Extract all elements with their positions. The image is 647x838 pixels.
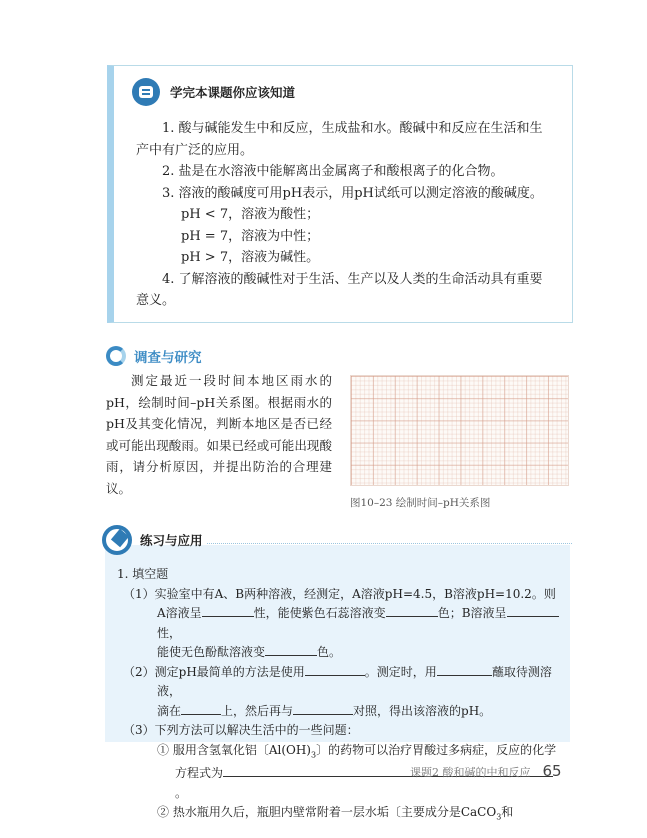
blank-method[interactable] [305,663,365,676]
hand-book-icon [132,78,160,106]
question-1-2: （2）测定pH最简单的方法是使用 。测定时，用 蘸取待测溶液， [123,664,552,698]
question-1-1-cont: 能使无色酚酞溶液变 色。 [157,645,342,659]
summary-item-2: 2. 盐是在水溶液中能解离出金属离子和酸根离子的化合物。 [162,164,504,179]
graph-paper-figure [350,375,569,486]
summary-body [136,118,552,312]
blank-b-nature[interactable] [507,604,559,617]
summary-item-3: 3. 溶液的酸碱度可用pH表示，用pH试纸可以测定溶液的酸碱度。 [162,185,543,201]
figure-caption: 图10–23 绘制时间–pH关系图 [350,497,491,509]
blank-tool[interactable] [437,663,492,676]
summary-item-4: 4. 了解溶液的酸碱性对于生活、生产以及人类的生命活动具有重要意义。 [136,271,543,308]
question-1-3-item-2: ② 热水瓶用久后，瓶胆内壁常附着一层水垢〔主要成分是CaCO$_3$和 [157,805,514,822]
exercise-body [117,565,562,827]
blank-surface[interactable] [181,702,221,715]
question-1-1: （1）实验室中有A、B两种溶液，经测定，A溶液pH=4.5，B溶液pH=10.2。则A溶液呈 性，能使紫色石蕊溶液变 色；B溶液呈性， [117,585,562,644]
blank-reference[interactable] [293,702,353,715]
ph-rule-neutral: pH = 7，溶液为中性； [181,228,320,244]
summary-item-1: 1. 酸与碱能发生中和反应，生成盐和水。酸碱中和反应在生活和生产中有广泛的应用。 [136,121,543,158]
exercise-header [102,525,572,555]
research-body [106,370,332,499]
blank-phenolphthalein-color[interactable] [265,643,317,656]
question-1-3: （3）下列方法可以解决生活中的一些问题： [123,723,359,737]
research-text: 测定最近一段时间本地区雨水的pH，绘制时间–pH关系图。根据雨水的pH及其变化情况，判断本地区是否已经或可能出现酸雨。如果已经或可能出现酸雨，请分析原因，并提出防治的合理建议。 [106,373,332,496]
blank-litmus-color[interactable] [386,604,438,617]
ph-rule-acidic: pH < 7，溶液为酸性； [181,207,320,222]
research-header [106,346,202,366]
summary-title: 学完本课题你应该知道 [170,85,296,100]
question-1-3-item-1-cont: 方程式为。 [117,764,562,803]
summary-header [132,78,295,106]
pen-icon [102,525,132,555]
question-1-3-item-1: ① 服用含氢氧化铝〔$Al(OH)_3$〕的药物可以治疗胃酸过多病症，反应的化学 [157,742,557,759]
question-1-2-cont: 滴在 上，然后再与 对照，得出该溶液的pH。 [157,703,492,718]
ring-icon [106,346,126,366]
summary-box [107,65,573,323]
research-title: 调查与研究 [134,350,202,366]
page-footer [410,762,562,780]
page-number: 65 [542,762,562,780]
question-1-title: 1. 填空题 [117,567,169,581]
exercise-title: 练习与应用 [140,533,203,548]
chapter-title: 课题2 酸和碱的中和反应 [410,766,531,779]
ph-rule-basic: pH > 7，溶液为碱性。 [181,250,320,265]
blank-a-nature[interactable] [202,604,254,617]
dotted-divider [207,543,572,544]
